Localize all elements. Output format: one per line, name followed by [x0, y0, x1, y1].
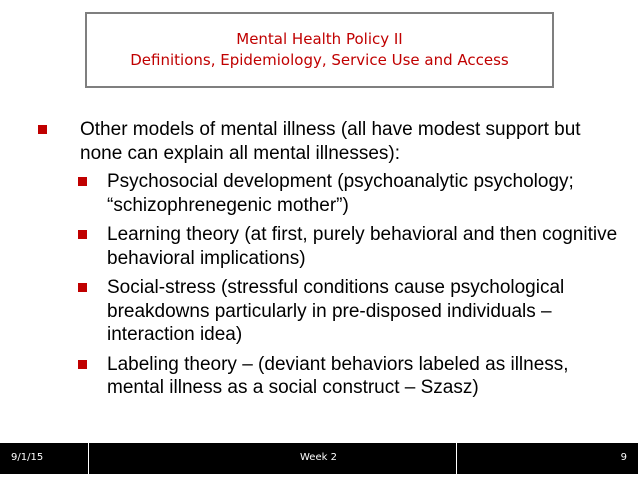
sub-bullet-text: Psychosocial development (psychoanalytic psychology; “schizophrenegenic mother”) — [107, 171, 574, 216]
square-bullet-icon — [78, 360, 87, 369]
bullet-item — [38, 118, 618, 165]
slide-subtitle: Definitions, Epidemiology, Service Use and Access — [130, 51, 509, 69]
slide-title-box — [85, 12, 554, 88]
sub-bullet-text: Learning theory (at first, purely behavioral and then cognitive behavioral implications) — [107, 224, 618, 269]
sub-bullet-text: Social-stress (stressful conditions cause psychological breakdowns particularly in pre-disposed individuals – interaction idea) — [107, 277, 565, 345]
square-bullet-icon — [78, 230, 87, 239]
square-bullet-icon — [78, 177, 87, 186]
sub-bullet-text: Labeling theory – (deviant behaviors labeled as illness, mental illness as a social construct – Szasz) — [107, 353, 569, 398]
sub-bullet-item — [78, 170, 618, 217]
square-bullet-icon — [78, 283, 87, 292]
footer-week: Week 2 — [300, 452, 337, 463]
slide-footer — [0, 443, 638, 474]
sub-bullet-item — [78, 353, 618, 400]
sub-bullet-item — [78, 276, 618, 347]
footer-divider — [88, 443, 89, 474]
bullet-text: Other models of mental illness (all have modest support but none can explain all mental illnesses): — [80, 119, 581, 164]
footer-page-number: 9 — [620, 452, 627, 463]
sub-bullet-item — [78, 223, 618, 270]
footer-divider — [456, 443, 457, 474]
footer-date: 9/1/15 — [11, 452, 44, 463]
slide-content — [38, 118, 618, 406]
slide-title: Mental Health Policy II — [236, 30, 403, 48]
square-bullet-icon — [38, 125, 47, 134]
